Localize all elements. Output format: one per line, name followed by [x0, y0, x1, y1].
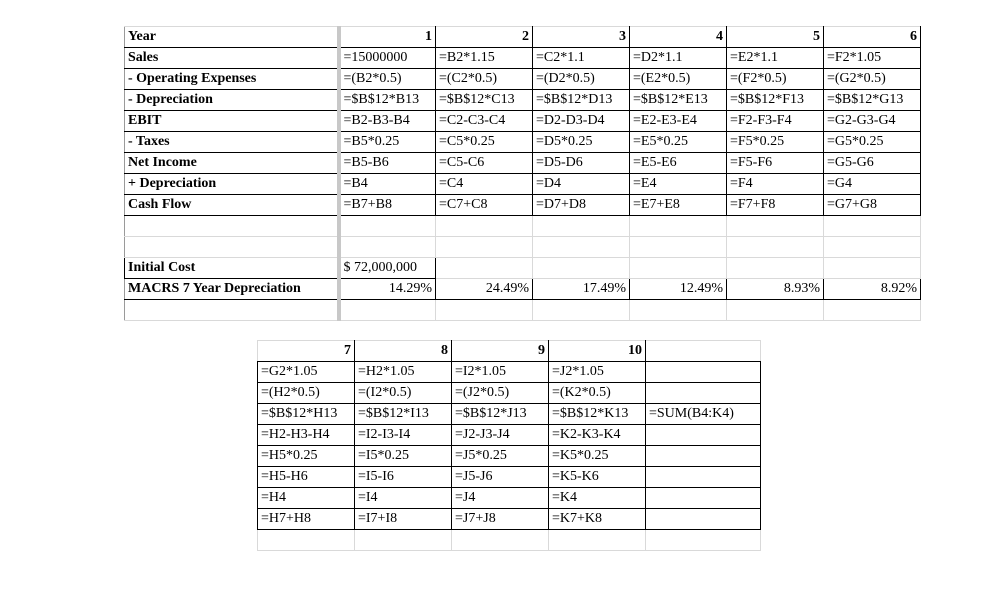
formula-cell[interactable]: =H5-H6	[258, 467, 355, 488]
formula-cell[interactable]: =$B$12*C13	[436, 90, 533, 111]
formula-cell[interactable]: =J7+J8	[452, 509, 549, 530]
formula-cell[interactable]	[646, 383, 761, 404]
formula-cell[interactable]: =C5*0.25	[436, 132, 533, 153]
formula-cell[interactable]: =$B$12*K13	[549, 404, 646, 425]
empty-cell[interactable]	[258, 530, 355, 551]
formula-cell[interactable]: =SUM(B4:K4)	[646, 404, 761, 425]
formula-cell[interactable]: =D5-D6	[533, 153, 630, 174]
year-header-cell-G[interactable]: 6	[824, 27, 921, 48]
initial-cost-value-cell[interactable]: $ 72,000,000	[339, 258, 436, 279]
initial-cost-row	[125, 258, 921, 279]
formula-cell[interactable]: =K5*0.25	[549, 446, 646, 467]
header-row	[125, 27, 921, 48]
table-row	[258, 488, 761, 509]
empty-cell[interactable]	[824, 300, 921, 321]
formula-cell[interactable]	[646, 467, 761, 488]
formula-cell[interactable]: =G7+G8	[824, 195, 921, 216]
formula-cell[interactable]: =$B$12*B13	[339, 90, 436, 111]
formula-cell[interactable]: =E5-E6	[630, 153, 727, 174]
row-label-cell[interactable]: Cash Flow	[125, 195, 339, 216]
formula-cell[interactable]: =$B$12*G13	[824, 90, 921, 111]
empty-cell[interactable]	[727, 258, 824, 279]
formula-cell[interactable]: =H5*0.25	[258, 446, 355, 467]
empty-cell[interactable]	[727, 237, 824, 258]
formula-cell[interactable]: =D5*0.25	[533, 132, 630, 153]
formula-cell[interactable]: =E2-E3-E4	[630, 111, 727, 132]
empty-cell[interactable]	[355, 530, 452, 551]
formula-cell[interactable]: =B7+B8	[339, 195, 436, 216]
formula-cell[interactable]: =$B$12*I13	[355, 404, 452, 425]
formula-cell[interactable]: =K2-K3-K4	[549, 425, 646, 446]
cash-flow-sheet-years-7-10	[257, 340, 761, 551]
formula-cell[interactable]: =(E2*0.5)	[630, 69, 727, 90]
formula-cell[interactable]: =$B$12*H13	[258, 404, 355, 425]
formula-cell[interactable]: =(B2*0.5)	[339, 69, 436, 90]
year-header-cell[interactable]: 7	[258, 341, 355, 362]
empty-row	[125, 300, 921, 321]
empty-cell[interactable]	[630, 300, 727, 321]
empty-cell[interactable]	[339, 300, 436, 321]
formula-cell[interactable]: =F5-F6	[727, 153, 824, 174]
formula-cell[interactable]: =C2-C3-C4	[436, 111, 533, 132]
row-label-cell[interactable]: - Depreciation	[125, 90, 339, 111]
table-row	[125, 132, 921, 153]
table-row	[258, 446, 761, 467]
formula-cell[interactable]: =I7+I8	[355, 509, 452, 530]
formula-cell[interactable]: =(K2*0.5)	[549, 383, 646, 404]
empty-cell[interactable]	[727, 216, 824, 237]
formula-cell[interactable]: =F2-F3-F4	[727, 111, 824, 132]
empty-cell[interactable]	[533, 216, 630, 237]
formula-cell[interactable]: =$B$12*D13	[533, 90, 630, 111]
empty-cell[interactable]	[533, 300, 630, 321]
formula-cell[interactable]: =E2*1.1	[727, 48, 824, 69]
formula-cell[interactable]: =(J2*0.5)	[452, 383, 549, 404]
empty-cell[interactable]	[452, 530, 549, 551]
formula-cell[interactable]: =(C2*0.5)	[436, 69, 533, 90]
year-header-cell[interactable]: 9	[452, 341, 549, 362]
formula-cell[interactable]: =(I2*0.5)	[355, 383, 452, 404]
formula-cell[interactable]: =(H2*0.5)	[258, 383, 355, 404]
formula-cell[interactable]: =F5*0.25	[727, 132, 824, 153]
empty-cell[interactable]	[339, 216, 436, 237]
table-row	[258, 467, 761, 488]
table-row	[125, 195, 921, 216]
empty-cell[interactable]	[646, 341, 761, 362]
empty-cell[interactable]	[824, 237, 921, 258]
formula-cell[interactable]: =D7+D8	[533, 195, 630, 216]
empty-cell[interactable]	[630, 237, 727, 258]
formula-cell[interactable]	[646, 362, 761, 383]
formula-cell[interactable]: =(D2*0.5)	[533, 69, 630, 90]
formula-cell[interactable]: =D2*1.1	[630, 48, 727, 69]
formula-cell[interactable]: =J5*0.25	[452, 446, 549, 467]
formula-cell[interactable]	[646, 446, 761, 467]
row-label-cell[interactable]: - Taxes	[125, 132, 339, 153]
macrs-row	[125, 279, 921, 300]
formula-cell[interactable]: =G5-G6	[824, 153, 921, 174]
empty-cell[interactable]	[549, 530, 646, 551]
table-row	[125, 69, 921, 90]
formula-cell[interactable]: =I5-I6	[355, 467, 452, 488]
empty-cell[interactable]	[646, 530, 761, 551]
macrs-rate-cell[interactable]: 24.49%	[436, 279, 533, 300]
formula-cell[interactable]	[646, 488, 761, 509]
formula-cell[interactable]: =15000000	[339, 48, 436, 69]
formula-cell[interactable]: =K7+K8	[549, 509, 646, 530]
formula-cell[interactable]: =B5*0.25	[339, 132, 436, 153]
empty-cell[interactable]	[630, 258, 727, 279]
formula-cell[interactable]: =$B$12*E13	[630, 90, 727, 111]
macrs-rate-cell[interactable]: 14.29%	[339, 279, 436, 300]
table-row	[125, 48, 921, 69]
formula-cell[interactable]: =B5-B6	[339, 153, 436, 174]
year-header-cell[interactable]: 8	[355, 341, 452, 362]
row-label-cell[interactable]: + Depreciation	[125, 174, 339, 195]
formula-cell[interactable]: =C2*1.1	[533, 48, 630, 69]
formula-cell[interactable]: =I4	[355, 488, 452, 509]
formula-cell[interactable]: =(G2*0.5)	[824, 69, 921, 90]
formula-cell[interactable]: =F7+F8	[727, 195, 824, 216]
table-row	[258, 509, 761, 530]
table-row	[125, 174, 921, 195]
formula-cell[interactable]: =$B$12*F13	[727, 90, 824, 111]
formula-cell[interactable]: =C4	[436, 174, 533, 195]
formula-cell[interactable]: =G5*0.25	[824, 132, 921, 153]
table-row	[125, 153, 921, 174]
formula-cell[interactable]: =I5*0.25	[355, 446, 452, 467]
formula-cell[interactable]: =$B$12*J13	[452, 404, 549, 425]
macrs-label-cell[interactable]: MACRS 7 Year Depreciation	[125, 279, 339, 300]
formula-cell[interactable]: =H2*1.05	[355, 362, 452, 383]
header-row	[258, 341, 761, 362]
formula-cell[interactable]: =K4	[549, 488, 646, 509]
formula-cell[interactable]: =D2-D3-D4	[533, 111, 630, 132]
formula-cell[interactable]: =B2-B3-B4	[339, 111, 436, 132]
table-row	[125, 90, 921, 111]
empty-cell[interactable]	[125, 300, 339, 321]
formula-cell[interactable]: =F4	[727, 174, 824, 195]
table-row	[258, 362, 761, 383]
formula-cell[interactable]: =I2-I3-I4	[355, 425, 452, 446]
empty-row	[125, 216, 921, 237]
formula-cell[interactable]: =J2*1.05	[549, 362, 646, 383]
empty-cell[interactable]	[125, 216, 339, 237]
macrs-rate-cell[interactable]: 12.49%	[630, 279, 727, 300]
empty-cell[interactable]	[824, 216, 921, 237]
empty-cell[interactable]	[436, 216, 533, 237]
empty-cell[interactable]	[533, 258, 630, 279]
initial-cost-label-cell[interactable]: Initial Cost	[125, 258, 339, 279]
macrs-rate-cell[interactable]: 8.93%	[727, 279, 824, 300]
formula-cell[interactable]: =F2*1.05	[824, 48, 921, 69]
formula-cell[interactable]: =B4	[339, 174, 436, 195]
formula-cell[interactable]: =J4	[452, 488, 549, 509]
formula-cell[interactable]: =I2*1.05	[452, 362, 549, 383]
row-label-cell[interactable]: Sales	[125, 48, 339, 69]
formula-cell[interactable]: =E7+E8	[630, 195, 727, 216]
formula-cell[interactable]: =J2-J3-J4	[452, 425, 549, 446]
formula-cell[interactable]: =(F2*0.5)	[727, 69, 824, 90]
formula-cell[interactable]: =E5*0.25	[630, 132, 727, 153]
formula-cell[interactable]: =D4	[533, 174, 630, 195]
formula-cell[interactable]	[646, 509, 761, 530]
row-label-cell[interactable]: Net Income	[125, 153, 339, 174]
empty-cell[interactable]	[533, 237, 630, 258]
year-header-cell-F[interactable]: 5	[727, 27, 824, 48]
table-row	[258, 383, 761, 404]
year-label-cell[interactable]: Year	[125, 27, 339, 48]
cash-flow-sheet-years-1-6	[124, 26, 921, 321]
row-label-cell[interactable]: EBIT	[125, 111, 339, 132]
empty-row	[258, 530, 761, 551]
formula-cell[interactable]: =E4	[630, 174, 727, 195]
macrs-rate-cell[interactable]: 8.92%	[824, 279, 921, 300]
formula-cell[interactable]: =C7+C8	[436, 195, 533, 216]
formula-cell[interactable]: =H7+H8	[258, 509, 355, 530]
row-label-cell[interactable]: - Operating Expenses	[125, 69, 339, 90]
empty-cell[interactable]	[436, 258, 533, 279]
table-row	[258, 425, 761, 446]
empty-cell[interactable]	[436, 237, 533, 258]
year-header-cell-B[interactable]: 1	[339, 27, 436, 48]
formula-cell[interactable]: =J5-J6	[452, 467, 549, 488]
formula-cell[interactable]: =G2*1.05	[258, 362, 355, 383]
formula-cell[interactable]: =K5-K6	[549, 467, 646, 488]
table-row	[258, 404, 761, 425]
empty-cell[interactable]	[727, 300, 824, 321]
formula-cell[interactable]: =G4	[824, 174, 921, 195]
year-header-cell-D[interactable]: 3	[533, 27, 630, 48]
empty-cell[interactable]	[436, 300, 533, 321]
empty-cell[interactable]	[125, 237, 339, 258]
formula-cell[interactable]: =H2-H3-H4	[258, 425, 355, 446]
formula-cell[interactable]	[646, 425, 761, 446]
empty-cell[interactable]	[630, 216, 727, 237]
year-header-cell-C[interactable]: 2	[436, 27, 533, 48]
year-header-cell[interactable]: 10	[549, 341, 646, 362]
year-header-cell-E[interactable]: 4	[630, 27, 727, 48]
formula-cell[interactable]: =B2*1.15	[436, 48, 533, 69]
formula-cell[interactable]: =H4	[258, 488, 355, 509]
macrs-rate-cell[interactable]: 17.49%	[533, 279, 630, 300]
empty-cell[interactable]	[824, 258, 921, 279]
formula-cell[interactable]: =G2-G3-G4	[824, 111, 921, 132]
empty-cell[interactable]	[339, 237, 436, 258]
empty-row	[125, 237, 921, 258]
table-row	[125, 111, 921, 132]
formula-cell[interactable]: =C5-C6	[436, 153, 533, 174]
